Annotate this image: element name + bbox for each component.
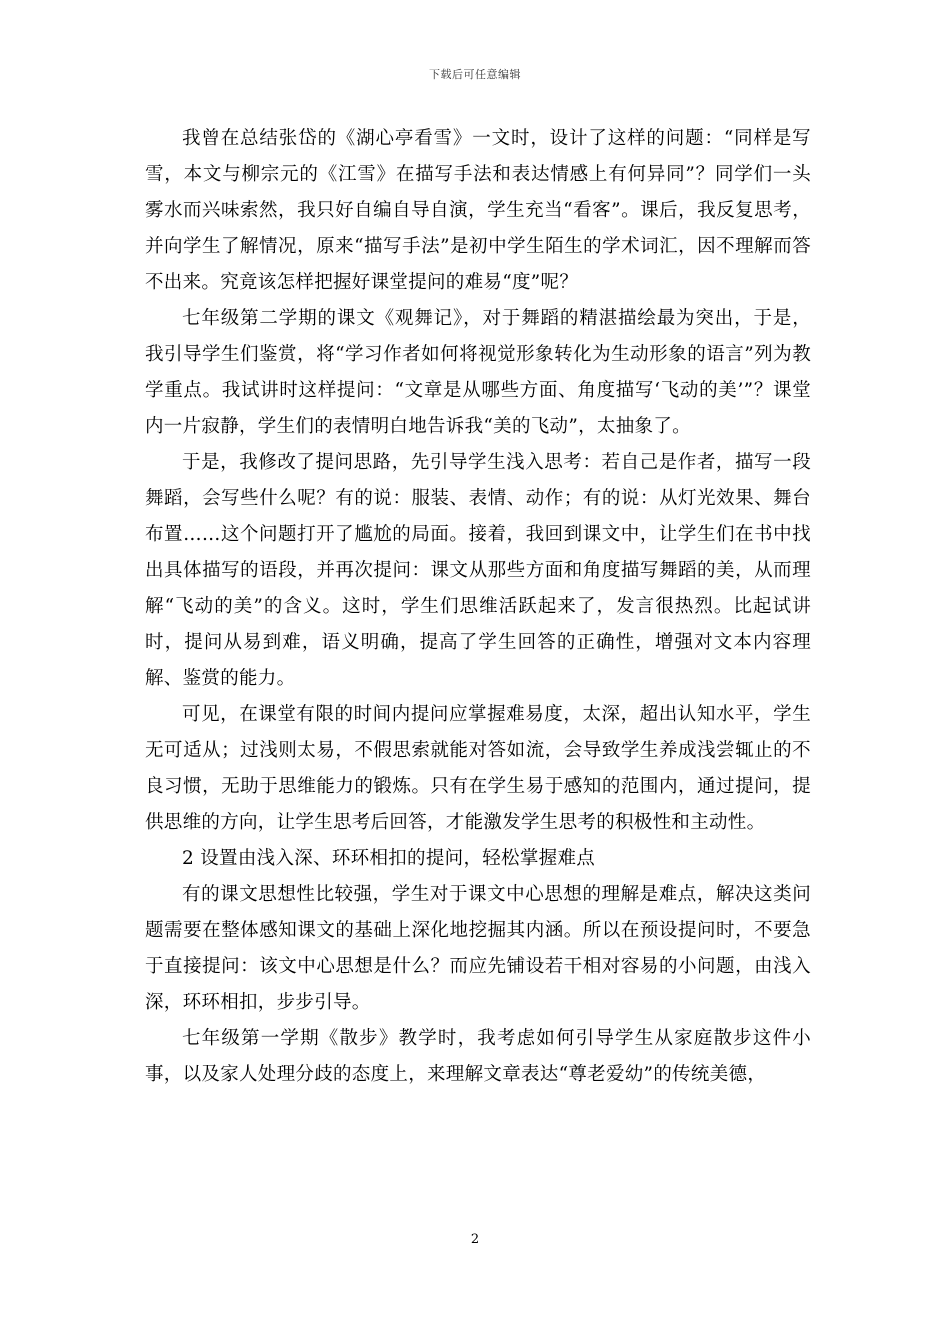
page-header: 下载后可任意编辑 (429, 68, 521, 81)
paragraph-6: 七年级第一学期《散步》教学时，我考虑如何引导学生从家庭散步这件小事，以及家人处理分歧的态度上，来理解文章表达“尊老爱幼”的传统美德， (145, 1028, 811, 1085)
paragraph-5: 有的课文思想性比较强，学生对于课文中心思想的理解是难点，解决这类问题需要在整体感知课文的基础上深化地挖掘其内涵。所以在预设提问时，不要急于直接提问：该文中心思想是什么？而应先铺设若干相对容易的小问题，由浅入深，环环相扣，步步引导。 (145, 884, 811, 1013)
section-heading: 2 设置由浅入深、环环相扣的提问，轻松掌握难点 (182, 848, 596, 869)
paragraph-3: 于是，我修改了提问思路，先引导学生浅入思考：若自己是作者，描写一段舞蹈，会写些什么呢？有的说：服装、表情、动作；有的说：从灯光效果、舞台布置……这个问题打开了尴尬的局面。接着，我回到课文中，让学生们在书中找出具体描写的语段，并再次提问：课文从那些方面和角度描写舞蹈的美，从而理解“飞动的美”的含义。这时，学生们思维活跃起来了，发言很热烈。比起试讲时，提问从易到难，语义明确，提高了学生回答的正确性，增强对文本内容理解、鉴赏的能力。 (145, 452, 811, 689)
paragraph-1: 我曾在总结张岱的《湖心亭看雪》一文时，设计了这样的问题：“同样是写雪，本文与柳宗元的《江雪》在描写手法和表达情感上有何异同”？同学们一头雾水而兴味索然，我只好自编自导自演，学生充当“看客”。课后，我反复思考，并向学生了解情况，原来“描写手法”是初中学生陌生的学术词汇，因不理解而答不出来。究竟该怎样把握好课堂提问的难易“度”呢？ (145, 128, 811, 293)
page-number: 2 (470, 1232, 480, 1247)
paragraph-2: 七年级第二学期的课文《观舞记》，对于舞蹈的精湛描绘最为突出，于是，我引导学生们鉴赏，将“学习作者如何将视觉形象转化为生动形象的语言”列为教学重点。我试讲时这样提问：“文章是从哪些方面、角度描写‘飞动的美’”？课堂内一片寂静，学生们的表情明白地告诉我“美的飞动”，太抽象了。 (145, 308, 811, 437)
paragraph-4: 可见，在课堂有限的时间内提问应掌握难易度，太深，超出认知水平，学生无可适从；过浅则太易，不假思索就能对答如流，会导致学生养成浅尝辄止的不良习惯，无助于思维能力的锻炼。只有在学生易于感知的范围内，通过提问，提供思维的方向，让学生思考后回答，才能激发学生思考的积极性和主动性。 (145, 704, 811, 833)
document-body (145, 121, 811, 1093)
